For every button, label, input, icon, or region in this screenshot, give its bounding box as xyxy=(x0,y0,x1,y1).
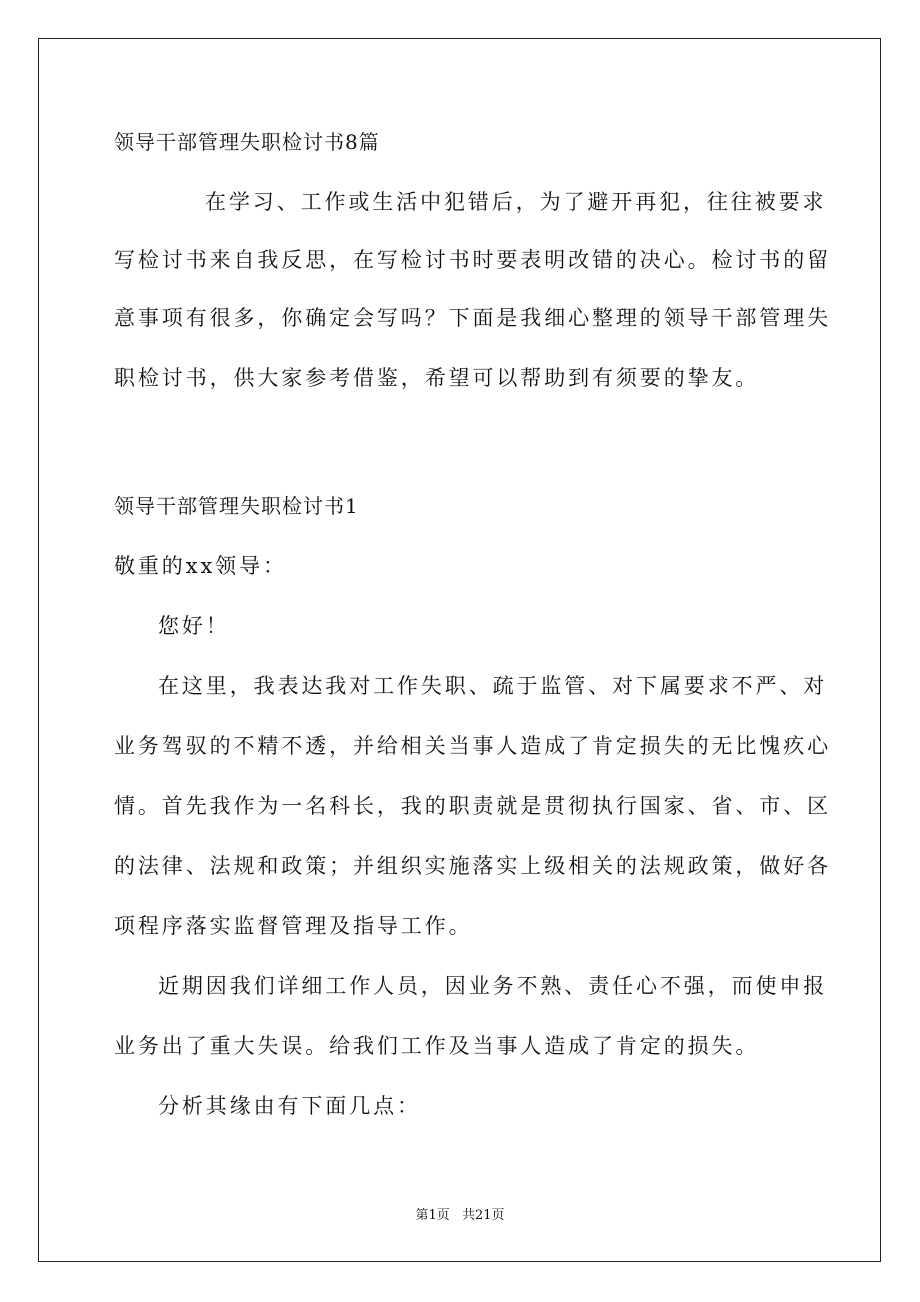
intro-line-1: 在学习、工作或生活中犯错后，为了避开再犯，往往被要求 xyxy=(205,190,827,214)
intro-line-3: 意事项有很多，你确定会写吗？下面是我细心整理的领导干部管理失 xyxy=(114,306,831,330)
para1-line-4: 的法律、法规和政策；并组织实施落实上级相关的法规政策，做好各 xyxy=(114,854,831,878)
page-number: 第1页 xyxy=(415,1208,450,1223)
document-title: 领导干部管理失职检讨书8篇 xyxy=(114,130,380,154)
page-border xyxy=(38,38,881,1262)
para1-line-5: 项程序落实监督管理及指导工作。 xyxy=(114,914,473,938)
para1-line-3: 情。首先我作为一名科长，我的职责就是贯彻执行国家、省、市、区 xyxy=(114,794,831,818)
salutation: 敬重的xx领导： xyxy=(114,554,287,578)
greeting: 您好！ xyxy=(158,614,230,638)
page-total: 共21页 xyxy=(461,1208,505,1223)
intro-line-2: 写检讨书来自我反思，在写检讨书时要表明改错的决心。检讨书的留 xyxy=(114,248,831,272)
para1-line-1: 在这里，我表达我对工作失职、疏于监管、对下属要求不严、对 xyxy=(158,674,828,698)
intro-line-4: 职检讨书，供大家参考借鉴，希望可以帮助到有须要的挚友。 xyxy=(114,366,760,390)
para2-line-1: 近期因我们详细工作人员，因业务不熟、责任心不强，而使申报 xyxy=(158,974,828,998)
para2-line-2: 业务出了重大失误。给我们工作及当事人造成了肯定的损失。 xyxy=(114,1034,760,1058)
para3-line-1: 分析其缘由有下面几点： xyxy=(158,1094,421,1118)
para1-line-2: 业务驾驭的不精不透，并给相关当事人造成了肯定损失的无比愧疚心 xyxy=(114,734,831,758)
page-footer xyxy=(0,1207,920,1225)
section-title: 领导干部管理失职检讨书1 xyxy=(114,494,359,518)
